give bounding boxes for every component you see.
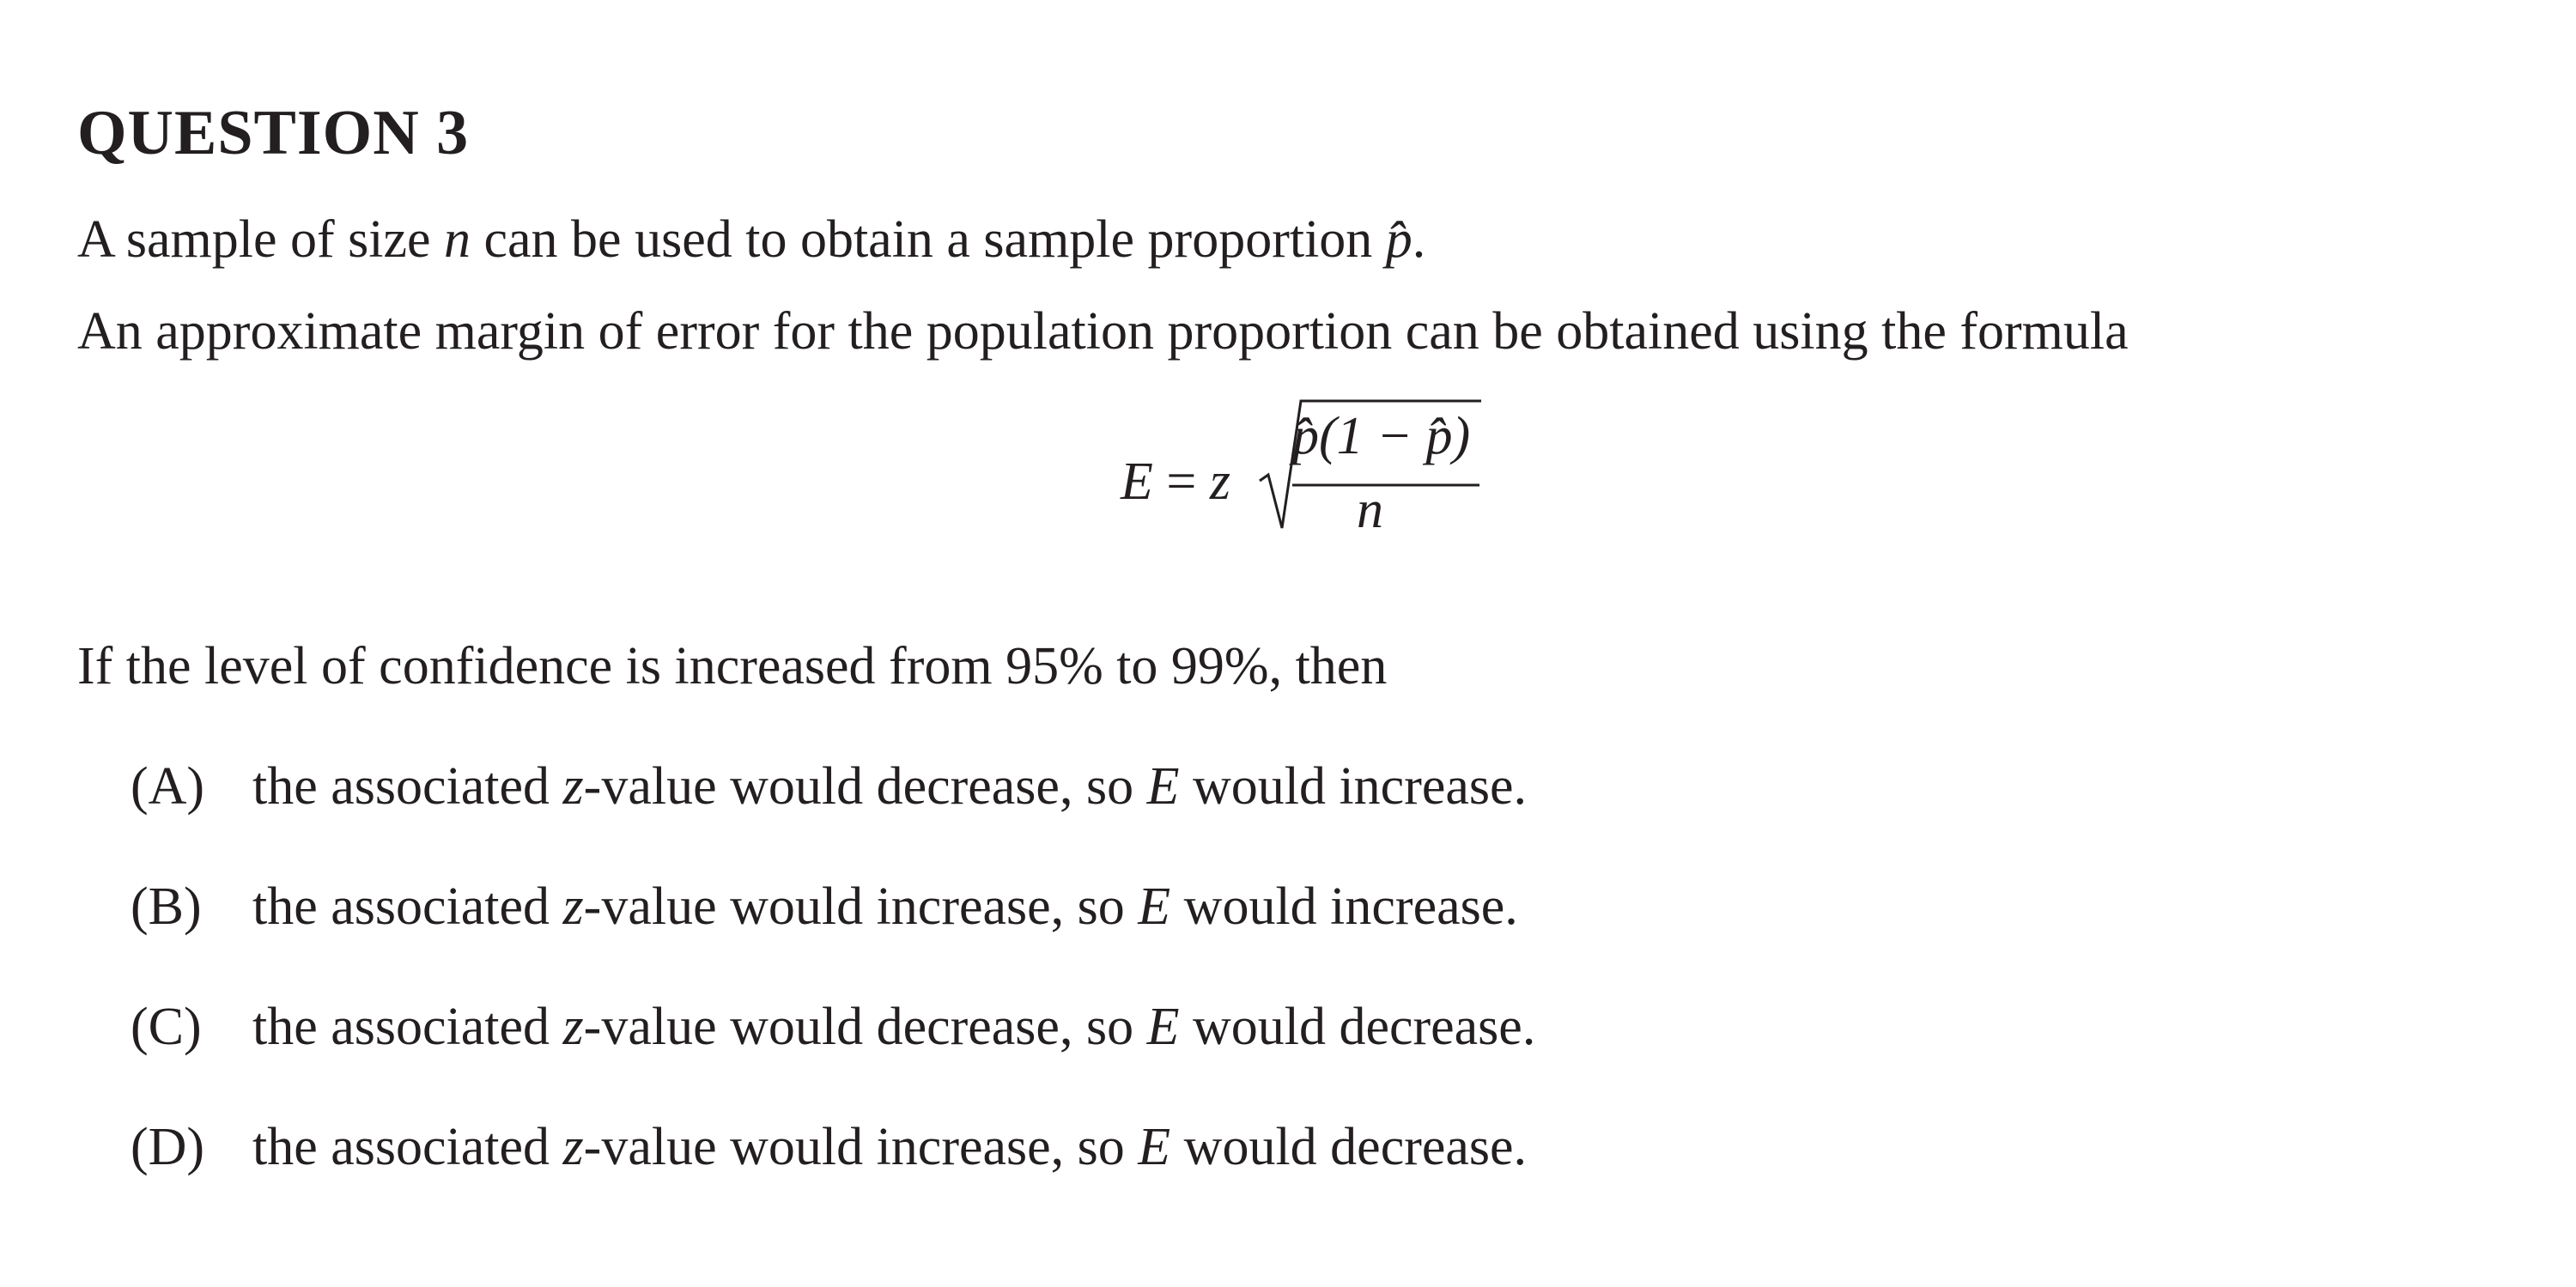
margin-of-error-formula: [1121, 391, 1481, 545]
variable-p-hat: p̂: [1385, 210, 1413, 269]
option-text: the associated z-value would decrease, so E would increase.: [252, 757, 1528, 816]
sample-description: [77, 210, 1426, 269]
question-title: QUESTION 3: [77, 98, 470, 168]
option-text: the associated z-value would decrease, so E would decrease.: [252, 998, 1536, 1056]
confidence-prompt: If the level of confidence is increased from 95% to 99%, then: [77, 637, 1388, 695]
sample-text-part3: .: [1412, 210, 1426, 269]
formula-lhs: E = z: [1121, 452, 1230, 511]
option-letter: (B): [131, 877, 202, 936]
formula-denominator: n: [1357, 481, 1383, 539]
variable-n: n: [444, 210, 471, 269]
sample-text-part1: A sample of size: [77, 210, 445, 269]
formula-numerator: p̂(1 − p̂): [1292, 407, 1471, 465]
sample-text-part2: can be used to obtain a sample proportion: [471, 210, 1386, 269]
option-letter: (D): [131, 1118, 205, 1176]
option-letter: (A): [131, 757, 205, 816]
option-text: the associated z-value would increase, so E would increase.: [252, 877, 1518, 936]
option-letter: (C): [131, 998, 202, 1056]
option-text: the associated z-value would increase, so E would decrease.: [252, 1118, 1528, 1176]
formula-intro: An approximate margin of error for the population proportion can be obtained using the formula: [77, 302, 2129, 361]
